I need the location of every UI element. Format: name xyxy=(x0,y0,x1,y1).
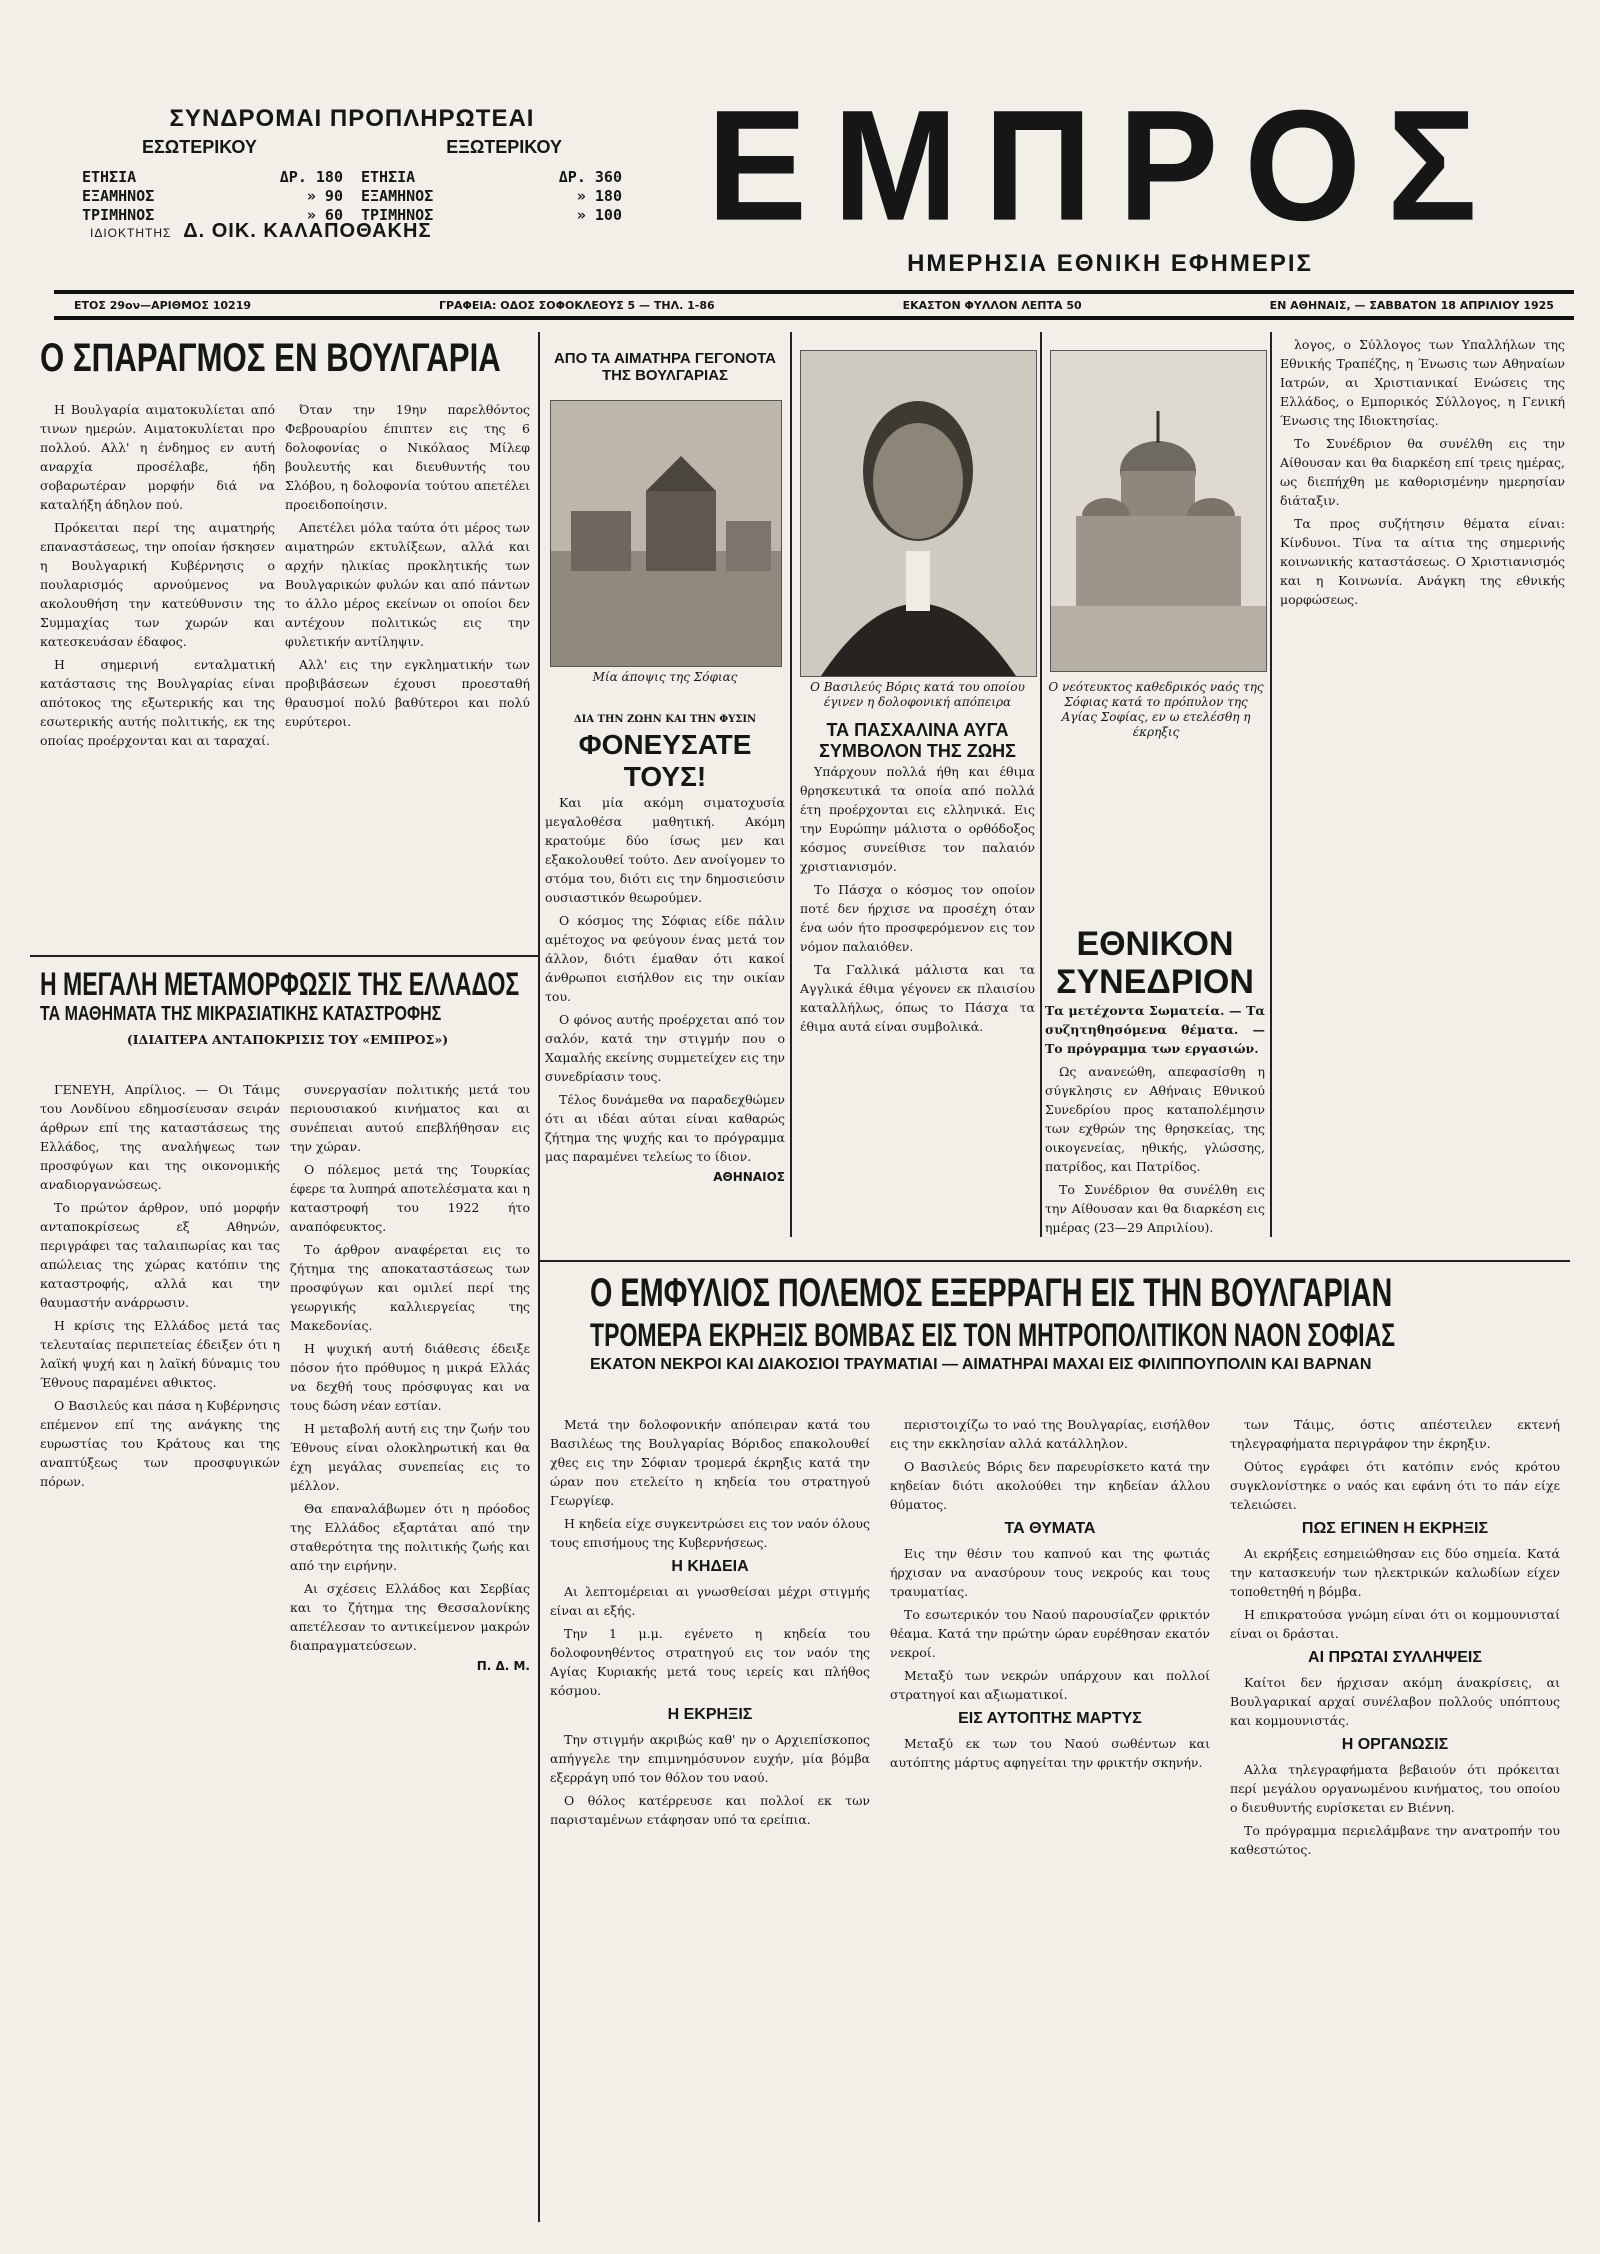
column-rule xyxy=(1040,332,1042,1237)
article-civil-war-col3: των Τάιμς, όστις απέστειλεν εκτενή τηλεγραφήματα περιγράφον την έκρηξιν. Ούτος εγράφει ότι κατόπιν ενός κρότου συγκλονίστηκε ο ναός και εφάνη ότι το πάν είχε τελειώσει. ΠΩΣ ΕΓΙΝΕΝ Η ΕΚΡΗΞΙΣ Αι εκρήξεις εσημειώθησαν εις δύο σημεία. Κατά την κατασκευήν των ηλεκτρικών καλωδίων είχεν τοποθετηθή η βόμβα. Η επικρατούσα γνώμη είναι ότι οι κομμουνισταί είναι οι δράσται. ΑΙ ΠΡΩΤΑΙ ΣΥΛΛΗΨΕΙΣ Καίτοι δεν ήρχισαν ακόμη άνακρίσεις, αι Βουλγαρικαί αρχαί συνέλαβον πολλούς υπόπτους και κομμουνιστάς. Η ΟΡΓΑΝΩΣΙΣ Αλλα τηλεγραφήματα βεβαιούν ότι πρόκειται περί μεγάλου οργανωμένου κινήματος, του οποίου ο διευθυντής ευρίσκεται εν Βιέννη. Το πρόγραμμα περιελάμβανε την ανατροπήν του καθεστώτος. xyxy=(1230,1417,1560,1857)
headline: Ο ΕΜΦΥΛΙΟΣ ΠΟΛΕΜΟΣ ΕΞΕΡΡΑΓΗ ΕΙΣ ΤΗΝ ΒΟΥΛΓΑΡΙΑΝ xyxy=(590,1271,1393,1315)
section-title: ΤΑ ΘΥΜΑΤΑ xyxy=(1004,1520,1096,1537)
section-rule xyxy=(540,1260,1570,1262)
section-title: Η ΟΡΓΑΝΩΣΙΣ xyxy=(1341,1736,1449,1753)
owner-line xyxy=(90,220,431,243)
rate-row: ΤΡΙΜΗΝΟΣ » 60 xyxy=(82,206,343,224)
article-metamorfosis-body-2: συνεργασίαν πολιτικής μετά του περιουσιακού κινήματος και αι συνέπειαι αυτού επεβλήθησαν εις την χώραν. Ο πόλεμος μετά της Τουρκίας έφερε τα λυπηρά αποτελέσματα και η καταστροφή του 1922 ήτο αναπόφευκτος. Το άρθρον αναφέρεται εις το ζήτημα της αποκαταστάσεως των προσφύγων και ομιλεί περί της γεωργικής καλλιεργείας της Μακεδονίας. Η ψυχική αυτή διάθεσις έδειξε πόσον ήτο πρόθυμος η μικρά Ελλάς να δεχθή τους πρόσφυγας και να τους δώση νέαν εστίαν. Η μεταβολή αυτή εις την ζωήν του Έθνους είναι ολοκληρωτική και θα έχη μεγάλας συνεπείας εις το μέλλον. Θα επαναλάβωμεν ότι η πρόοδος της Ελλάδος εξαρτάται από την σταθερότητα της πολιτικής ζωής και από την ειρήνην. Αι σχέσεις Ελλάδος και Σερβίας και το ζήτημα της Θεσσαλονίκης απετέλεσαν το αντικείμενον μακρών διαπραγματεύσεων. Π. Δ. Μ. xyxy=(290,1082,530,1673)
subhead: Τα μετέχοντα Σωματεία. — Τα συζητηθησόμενα θέματα. — Το πρόγραμμα των εργασιών. xyxy=(1045,1003,1265,1056)
photo-caption-title: ΑΠΟ ΤΑ ΑΙΜΑΤΗΡΑ ΓΕΓΟΝΟΤΑ ΤΗΣ ΒΟΥΛΓΑΡΙΑΣ xyxy=(553,350,777,384)
article-civil-war-col1: Μετά την δολοφονικήν απόπειραν κατά του Βασιλέως της Βουλγαρίας Βόριδος επακολουθεί χθες εις την Σόφιαν τρομερά έκρηξις κατά την ώραν που ετελείτο η κηδεία του στρατηγού Γεωργίεφ. Η κηδεία είχε συγκεντρώσει εις τον ναόν όλους τους επισήμους της Κυβερνήσεως. Η ΚΗΔΕΙΑ Αι λεπτομέρειαι αι γνωσθείσαι μέχρι στιγμής είναι αι εξής. Την 1 μ.μ. εγένετο η κηδεία του δολοφονηθέντος στρατηγού εις τον ναόν της Αγίας Κυριακής μετά τους ιερείς και πλήθος κόσμου. Η ΕΚΡΗΞΙΣ Την στιγμήν ακριβώς καθ' ην ο Αρχιεπίσκοπος απήγγελε την επιμνημόσυνον ευχήν, μία βόμβα εξερράγη υπό τον θόλον του ναού. Ο θόλος κατέρρευσε και πολλοί εκ των παρισταμένων ετάφησαν υπό τα ερείπια. xyxy=(550,1417,870,1827)
section-title: ΠΩΣ ΕΓΙΝΕΝ Η ΕΚΡΗΞΙΣ xyxy=(1301,1520,1489,1537)
article-civil-war-col2: περιστοιχίζω το ναό της Βουλγαρίας, εισήλθον εις την εκκλησίαν αλλά κατάλληλον. Ο Βασιλεύς Βόρις δεν παρευρίσκετο κατά την κηδείαν διότι ακολούθει την κηδείαν άλλου θύματος. ΤΑ ΘΥΜΑΤΑ Εις την θέσιν του καπνού και της φωτιάς ήρχισαν να ανασύρουν τους νεκρούς και τους τραυματίας. Το εσωτερικόν του Ναού παρουσίαζεν φρικτόν θέαμα. Κατά την πρώτην ώραν ευρέθησαν εκατόν νεκροί. Μεταξύ των νεκρών υπάρχουν και πολλοί στρατηγοί και αξιωματικοί. ΕΙΣ ΑΥΤΟΠΤΗΣ ΜΑΡΤΥΣ Μεταξύ εκ των του Ναού σωθέντων και αυτόπτης μάρτυς αφηγείται την φρικτήν σκηνήν. xyxy=(890,1417,1210,1770)
rate-row: ΕΞΑΜΗΝΟΣ » 180 xyxy=(361,187,622,205)
photo-caption: Ο νεότευκτος καθεδρικός ναός της Σόφιας κατά το πρόπυλον της Αγίας Σοφίας, εν ω ετελέσθη η έκρηξις xyxy=(1048,680,1264,739)
article-metamorfosis xyxy=(40,965,535,1053)
column-rule xyxy=(1270,332,1272,1237)
signature: Π. Δ. Μ. xyxy=(476,1659,530,1673)
headline: Ο ΣΠΑΡΑΓΜΟΣ ΕΝ ΒΟΥΛΓΑΡΙΑ xyxy=(40,336,501,380)
issue-info-bar xyxy=(54,290,1574,320)
article-sparagmos-body-2: Όταν την 19ην παρελθόντος Φεβρουαρίου έπιπτεν εις της 6 δολοφονίας ο Νικόλαος Μίλεφ βουλευτής και διευθυντής του Σλόβου, η δολοφονία τούτου απετέλει προειδοποίησιν. Απετέλει μόλα ταύτα ότι μέρος των αιματηρών εκτυλίξεων, αλλά και αρχήν ηλικίας προκλητικής των Βουλγαρικών φυλών και από πάντων το άλλο μέρος εκείνων οι οποίοι δεν αντέχουν πολιτικώς εις την φυλετικήν αντίληψιν. Αλλ' εις την εγκληματικήν των προβιβάσεων έχουσι προεσταθή θραυσμοί πολύ βαθύτεροι και πολύ ευρύτεροι. xyxy=(285,402,530,729)
subscriptions-title: ΣΥΝΔΡΟΜΑΙ ΠΡΟΠΛΗΡΩΤΕΑΙ xyxy=(169,105,535,132)
rate-row: ΕΤΗΣΙΑ ΔΡ. 180 xyxy=(82,168,343,186)
section-rule xyxy=(30,955,538,957)
issue-number: ΕΤΟΣ 29ον—ΑΡΙΘΜΟΣ 10219 xyxy=(74,298,251,312)
headline: ΦΟΝΕΥΣΑΤΕ ΤΟΥΣ! xyxy=(578,729,752,792)
article-congress-continued: λογος, ο Σύλλογος των Υπαλλήλων της Εθνικής Τραπέζης, η Ένωσις των Αθηναίων Ιατρών, αι Χριστιανικαί Ενώσεις της Ελλάδος, ο Εμπορικός Σύλλογος, η Γενική Ένωσις της Ιδιοκτησίας. Το Συνέδριον θα συνέλθη εις την Αίθουσαν και θα διαρκέση επί τρεις ημέρας, ως διεπήχθη με καθορισμένην ημερησίαν διάταξιν. Τα προς συζήτησιν θέματα είναι: Κίνδυνοι. Τίνα τα αίτια της σημερινής κοινωνικής καταστάσεως. Ο Χριστιανισμός και η Κοινωνία. Ανάγκη της εθνικής μορφώσεως. xyxy=(1280,337,1565,607)
article-foneusate: ΔΙΑ ΤΗΝ ΖΩΗΝ ΚΑΙ ΤΗΝ ΦΥΣΙΝ ΦΟΝΕΥΣΑΤΕ ΤΟΥΣ! Και μία ακόμη σιματοχυσία μεγαλοθέσα μαθητική. Ακόμη κρατούμε δύο ίσως μεν και εξακολουθεί τούτο. Δεν ανοίγομεν το στόμα του, διότι εις την δημοσιεύσιν ουσιαστικόν θεωρούμεν. Ο κόσμος της Σόφιας είδε πάλιν αμέτοχος να φεύγουν ένας μετά τον άλλον, διότι έμαθαν ότι κακοί άνθρωποι εισήλθον εις την οικίαν του. Ο φόνος αυτής προέρχεται από τον σαλόν, κατά την στιγμήν που ο Χαμαλής εκείνης συμμετείχεν εις την συνεδρίασιν τους. Τέλος δυνάμεθα να παραδεχθώμεν ότι αι ιδέαι αύται είναι καθαρώς ζήτημα της ψυχής και το πρόγραμμα μας παραμένει τελείως το ίδιον. ΑΘΗΝΑΙΟΣ xyxy=(545,710,785,1184)
headline: ΕΘΝΙΚΟΝ ΣΥΝΕΔΡΙΟΝ xyxy=(1056,925,1254,1001)
section-title: ΕΙΣ ΑΥΤΟΠΤΗΣ ΜΑΡΤΥΣ xyxy=(958,1710,1142,1727)
photo-caption: Ο Βασιλεύς Βόρις κατά του οποίου έγινεν η δολοφονική απόπειρα xyxy=(810,680,1025,709)
rate-row: ΕΞΑΜΗΝΟΣ » 90 xyxy=(82,187,343,205)
signature: ΑΘΗΝΑΙΟΣ xyxy=(713,1170,785,1184)
newspaper-subtitle: ΗΜΕΡΗΣΙΑ ΕΘΝΙΚΗ ΕΦΗΜΕΡΙΣ xyxy=(907,250,1313,277)
subhead: ΤΑ ΜΑΘΗΜΑΤΑ ΤΗΣ ΜΙΚΡΑΣΙΑΤΙΚΗΣ ΚΑΤΑΣΤΡΟΦΗΣ xyxy=(40,1003,442,1025)
civil-war-banner xyxy=(590,1270,1600,1376)
newspaper-logo: ΕΜΠΡΟΣ xyxy=(706,76,1504,254)
kicker: ΔΙΑ ΤΗΝ ΖΩΗΝ ΚΑΙ ΤΗΝ ΦΥΣΙΝ xyxy=(573,714,757,725)
subhead: ΤΡΟΜΕΡΑ ΕΚΡΗΞΙΣ ΒΟΜΒΑΣ ΕΙΣ ΤΟΝ ΜΗΤΡΟΠΟΛΙΤΙΚΟΝ ΝΑΟΝ ΣΟΦΙΑΣ xyxy=(590,1317,1396,1353)
sofia-photo xyxy=(550,400,782,667)
owner-label: ΙΔΙΟΚΤΗΤΗΣ xyxy=(90,226,172,240)
article-national-congress: ΕΘΝΙΚΟΝ ΣΥΝΕΔΡΙΟΝ Τα μετέχοντα Σωματεία. — Τα συζητηθησόμενα θέματα. — Το πρόγραμμα των εργασιών. Ως ανανεώθη, απεφασίσθη η σύγκλησις εν Αθήναις Εθνικού Συνεδρίου προς καταπολέμησιν των εχθρών της θρησκείας, της οικογενείας, ηθικής, γλώσσης, πατρίδος, και Πατρίδος. Το Συνέδριον θα συνέλθη εις την Αίθουσαν και θα διαρκέση εις ημέρας (23—29 Απριλίου). xyxy=(1045,925,1265,1235)
rate-row: ΤΡΙΜΗΝΟΣ » 100 xyxy=(361,206,622,224)
section-title: Η ΕΚΡΗΞΙΣ xyxy=(667,1706,753,1723)
article-metamorfosis-body-1: ΓΕΝΕΥΗ, Απρίλιος. — Οι Τάιμς του Λονδίνου εδημοσίευσαν σειράν άρθρων επί της καταστάσεως της Ελλάδος, της αναλήψεως των προσφύγων και της οικονομικής αναδιοργανώσεως. Το πρώτον άρθρον, υπό μορφήν ανταποκρίσεως εξ Αθηνών, περιγράφει τας ταλαιπωρίας και τας απώλειας της χώρας κατόπιν της καταστροφής, αλλά και την θαυμαστήν ανάρρωσιν. Η κρίσις της Ελλάδος μετά τας τελευταίας περιπετείας έδειξεν ότι η λαϊκή ψυχή και η λαϊκή δύναμις του Έθνους παραμένει αθικτος. Ο Βασιλεύς και πάσα η Κυβέρνησις επέμενον επί της ανάγκης της ευρωστίας του Κράτους και της αναπτύξεως των προσφυγικών πόρων. xyxy=(40,1082,280,1489)
newspaper-page xyxy=(30,20,1570,2235)
city-view-illustration xyxy=(551,401,781,666)
subscriptions-box xyxy=(82,105,622,225)
cathedral-photo xyxy=(1050,350,1267,672)
article-easter-eggs: ΤΑ ΠΑΣΧΑΛΙΝΑ ΑΥΓΑ ΣΥΜΒΟΛΟΝ ΤΗΣ ΖΩΗΣ Υπάρχουν πολλά ήθη και έθιμα θρησκευτικά τα οποία από πολλά έτη προέρχονται εις ελληνικά. Εις την Ευρώπην μάλιστα ο ορθόδοξος κόσμος συνείθισε τον παλαιόν χριστιανισμόν. Το Πάσχα ο κόσμος τον οποίον ποτέ δεν ήρχισε να προσέχη όταν ένα ωόν ήτο προσφερόμενον εις τον νόμον παλαιόθεν. Τα Γαλλικά μάλιστα και τα Αγγλικά έθιμα γέγονεν εκ πλαισίου καταλλήλως, όπως το Πάσχα τα έθιμα αυτά είναι συμβολικά. xyxy=(800,720,1035,1034)
rate-row: ΕΤΗΣΙΑ ΔΡ. 360 xyxy=(361,168,622,186)
column-rule xyxy=(538,332,540,2222)
foreign-label: ΕΞΩΤΕΡΙΚΟΥ xyxy=(446,137,562,157)
section-title: Η ΚΗΔΕΙΑ xyxy=(671,1558,749,1575)
owner-name: Δ. ΟΙΚ. ΚΑΛΑΠΟΘΑΚΗΣ xyxy=(183,220,432,242)
cathedral-illustration xyxy=(1051,351,1266,671)
article-sparagmos-body-1: Η Βουλγαρία αιματοκυλίεται από τινων ημερών. Αιματοκυλίεται προ πολλού. Αλλ' η ένδημος εν αυτή αναρχία προσέλαβε, ήδη σοβαρωτέραν μορφήν διά να καταλήξη άδηλον πού. Πρόκειται περί της αιματηρής επαναστάσεως, την οποίαν ήσκησεν η Βουλγαρική Κυβέρνησις ο πουλαρισμός αρνούμενος να ακολουθήση την κατεύθυνσιν της Συμμαχίας των χωρών και κατεσκευάσαν έδαφος. Η σημερινή ενταλματική κατάστασις της Βουλγαρίας είναι απότοκος της εξωτερικής και της εσωτερικής αυτής πολιτικής, εκ της οποίας προέρχονται και αι ταραχαί. xyxy=(40,402,275,748)
headline: Η ΜΕΓΑΛΗ ΜΕΤΑΜΟΡΦΩΣΙΣ ΤΗΣ ΕΛΛΑΔΟΣ xyxy=(40,966,520,1002)
issue-price: ΕΚΑΣΤΟΝ ΦΥΛΛΟΝ ΛΕΠΤΑ 50 xyxy=(902,298,1082,312)
domestic-label: ΕΣΩΤΕΡΙΚΟΥ xyxy=(142,137,257,157)
photo-caption: Μία άποψις της Σόφιας xyxy=(592,670,738,684)
king-boris-portrait xyxy=(800,350,1037,677)
portrait-illustration xyxy=(801,351,1036,676)
byline: (ΙΔΙΑΙΤΕΡΑ ΑΝΤΑΠΟΚΡΙΣΙΣ ΤΟΥ «ΕΜΠΡΟΣ») xyxy=(126,1032,449,1047)
column-rule xyxy=(790,332,792,1237)
section-title: ΑΙ ΠΡΩΤΑΙ ΣΥΛΛΗΨΕΙΣ xyxy=(1308,1649,1482,1666)
article-sparagmos xyxy=(40,335,530,381)
headline: ΤΑ ΠΑΣΧΑΛΙΝΑ ΑΥΓΑ ΣΥΜΒΟΛΟΝ ΤΗΣ ΖΩΗΣ xyxy=(819,720,1016,761)
issue-date: ΕΝ ΑΘΗΝΑΙΣ, — ΣΑΒΒΑΤΟΝ 18 ΑΠΡΙΛΙΟΥ 1925 xyxy=(1269,298,1554,312)
office-address: ΓΡΑΦΕΙΑ: ΟΔΟΣ ΣΟΦΟΚΛΕΟΥΣ 5 — ΤΗΛ. 1-86 xyxy=(438,298,715,312)
deck: ΕΚΑΤΟΝ ΝΕΚΡΟΙ ΚΑΙ ΔΙΑΚΟΣΙΟΙ ΤΡΑΥΜΑΤΙΑΙ — ΑΙΜΑΤΗΡΑΙ ΜΑΧΑΙ ΕΙΣ ΦΙΛΙΠΠΟΥΠΟΛΙΝ ΚΑΙ ΒΑΡΝΑΝ xyxy=(590,1356,1372,1373)
